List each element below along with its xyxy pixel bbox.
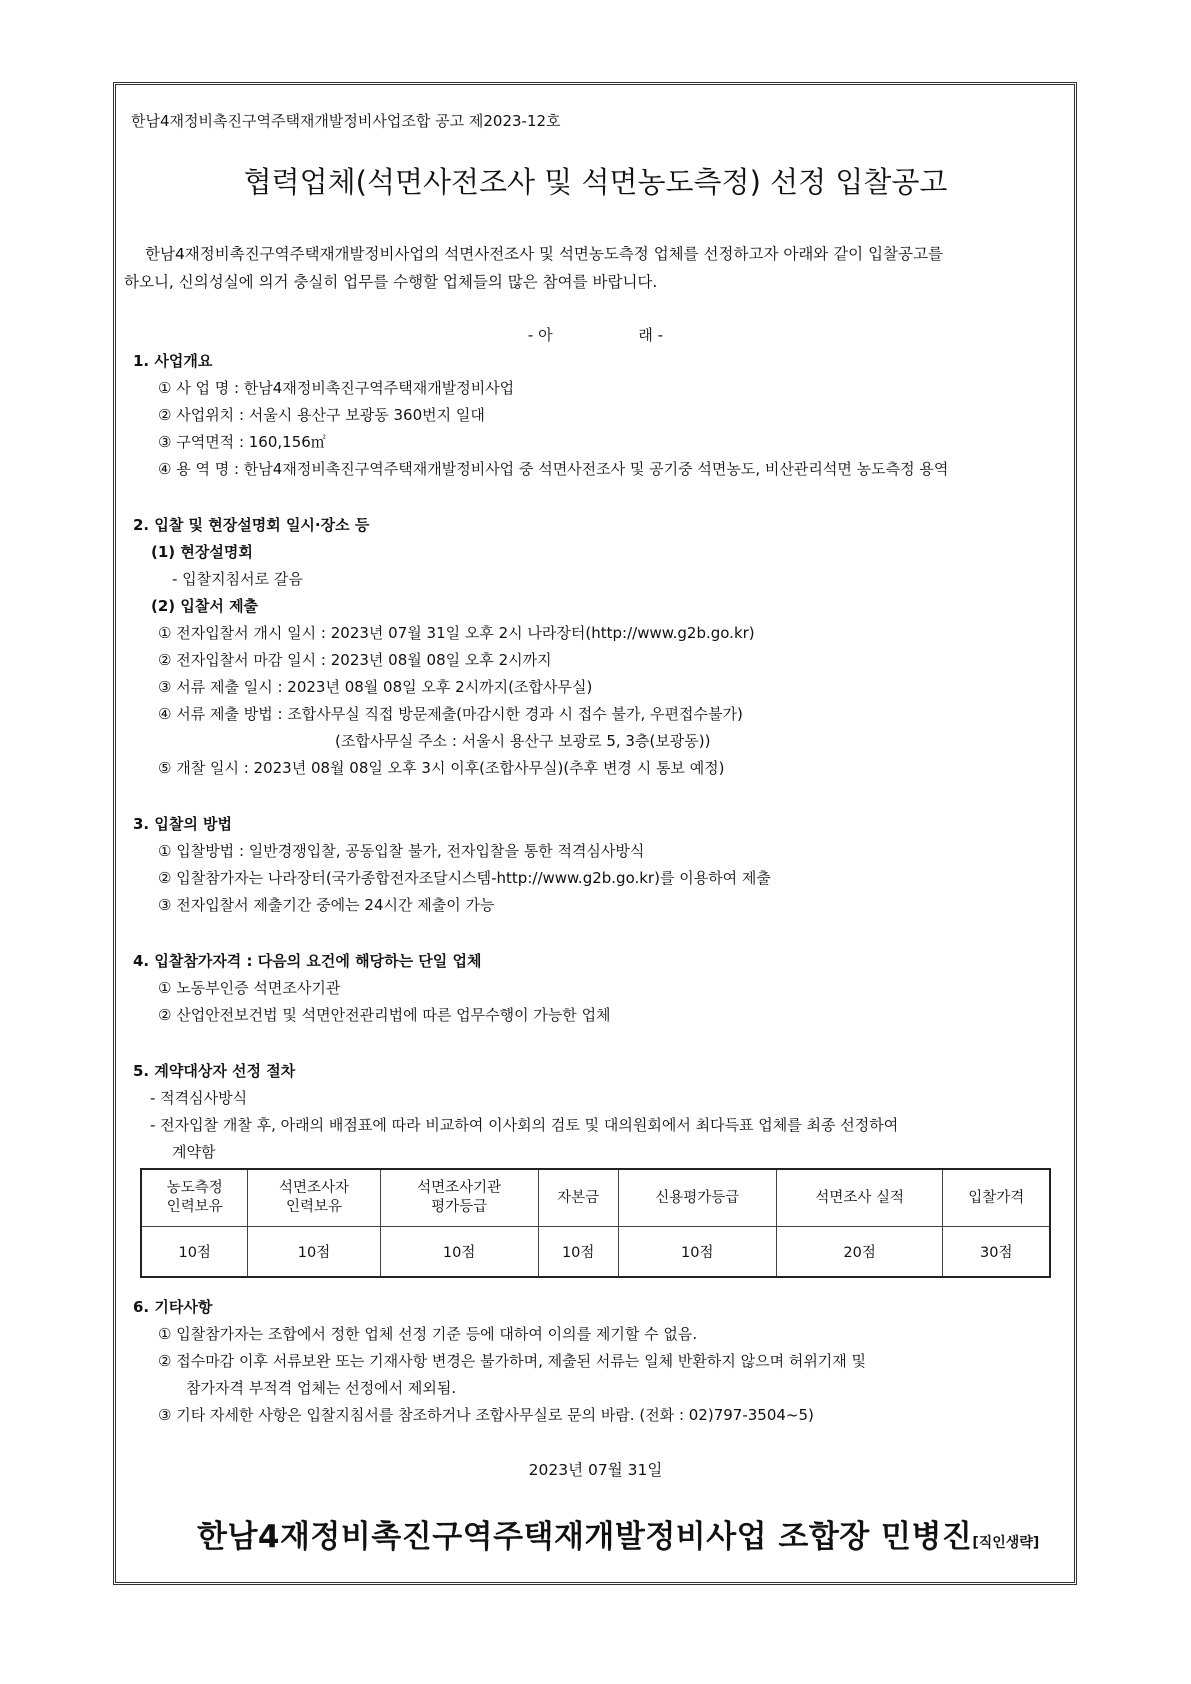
header-line: 자본금 — [557, 1189, 600, 1206]
table-header-cell — [618, 1169, 776, 1227]
subsection-heading: (1) 현장설명회 — [151, 543, 253, 561]
table-row — [141, 1227, 1050, 1278]
list-item: ② 전자입찰서 마감 일시 : 2023년 08월 08일 오후 2시까지 — [158, 651, 552, 669]
list-item: ② 입찰참가자는 나라장터(국가종합전자조달시스템-http://www.g2b.go.kr)를 이용하여 제출 — [158, 869, 771, 887]
list-item: ② 접수마감 이후 서류보완 또는 기재사항 변경은 불가하며, 제출된 서류는 일체 반환하지 않으며 허위기재 및 — [158, 1352, 867, 1370]
list-item: ① 전자입찰서 개시 일시 : 2023년 07월 31일 오후 2시 나라장터(http://www.g2b.go.kr) — [158, 624, 755, 642]
header-line: 인력보유 — [166, 1199, 223, 1215]
header-line: 평가등급 — [431, 1199, 488, 1215]
notice-number: 한남4재정비촉진구역주택재개발정비사업조합 공고 제2023-12호 — [131, 112, 561, 130]
header-line: 신용평가등급 — [655, 1189, 740, 1206]
score-cell: 10점 — [141, 1227, 248, 1278]
section-heading-6: 6. 기타사항 — [133, 1298, 213, 1316]
score-cell: 10점 — [538, 1227, 618, 1278]
list-item: ① 입찰방법 : 일반경쟁입찰, 공동입찰 불가, 전자입찰을 통한 적격심사방식 — [158, 842, 645, 860]
section-heading-1: 1. 사업개요 — [133, 352, 213, 370]
intro-line-1: 한남4재정비촉진구역주택재개발정비사업의 석면사전조사 및 석면농도측정 업체를 선정하고자 아래와 같이 입찰공고를 — [145, 245, 943, 263]
list-item: ⑤ 개찰 일시 : 2023년 08월 08일 오후 3시 이후(조합사무실)(추후 변경 시 통보 예정) — [158, 759, 725, 777]
list-item: - 입찰지침서로 갈음 — [172, 570, 303, 588]
list-item: ② 사업위치 : 서울시 용산구 보광동 360번지 일대 — [158, 406, 485, 424]
list-item: ③ 전자입찰서 제출기간 중에는 24시간 제출이 가능 — [158, 896, 495, 914]
list-item: ② 산업안전보건법 및 석면안전관리법에 따른 업무수행이 가능한 업체 — [158, 1006, 611, 1024]
list-item: ① 입찰참가자는 조합에서 정한 업체 선정 기준 등에 대하여 이의를 제기할 수 없음. — [158, 1325, 698, 1343]
table-header-row — [141, 1169, 1050, 1227]
page-title: 협력업체(석면사전조사 및 석면농도측정) 선정 입찰공고 — [243, 165, 948, 199]
header-line: 석면조사 실적 — [815, 1189, 904, 1206]
table-header-cell — [538, 1169, 618, 1227]
score-cell: 10점 — [380, 1227, 538, 1278]
list-item: - 적격심사방식 — [150, 1089, 248, 1107]
list-item: - 전자입찰 개찰 후, 아래의 배점표에 따라 비교하여 이사회의 검토 및 대의원회에서 최다득표 업체를 최종 선정하여 — [150, 1116, 899, 1134]
intro-line-2: 하오니, 신의성실에 의거 충실히 업무를 수행할 업체들의 많은 참여를 바랍니다. — [124, 273, 658, 291]
list-item-continuation: 계약함 — [172, 1143, 216, 1161]
signature-line — [197, 1511, 1039, 1556]
header-line: 석면조사기관 — [417, 1180, 502, 1196]
score-cell: 30점 — [943, 1227, 1050, 1278]
below-marker: - 아 래 - — [527, 326, 664, 344]
header-line: 입찰가격 — [968, 1189, 1025, 1206]
header-line: 인력보유 — [285, 1199, 343, 1215]
list-item-continuation: (조합사무실 주소 : 서울시 용산구 보광로 5, 3층(보광동)) — [335, 732, 711, 750]
subsection-heading: (2) 입찰서 제출 — [151, 597, 259, 615]
table-header-cell — [776, 1169, 943, 1227]
list-item: ④ 서류 제출 방법 : 조합사무실 직접 방문제출(마감시한 경과 시 접수 불가, 우편접수불가) — [158, 705, 743, 723]
header-line: 석면조사자 — [278, 1180, 350, 1196]
score-cell: 10점 — [248, 1227, 380, 1278]
section-heading-2: 2. 입찰 및 현장설명회 일시·장소 등 — [133, 516, 370, 534]
table-header-cell — [248, 1169, 380, 1227]
list-item: ③ 기타 자세한 사항은 입찰지침서를 참조하거나 조합사무실로 문의 바람. (전화 : 02)797-3504~5) — [158, 1406, 814, 1424]
list-item: ③ 서류 제출 일시 : 2023년 08월 08일 오후 2시까지(조합사무실) — [158, 678, 593, 696]
signatory: 한남4재정비촉진구역주택재개발정비사업 조합장 민병진 — [197, 1519, 973, 1555]
table-header-cell — [380, 1169, 538, 1227]
score-cell: 20점 — [776, 1227, 943, 1278]
list-item-continuation: 참가자격 부적격 업체는 선정에서 제외됨. — [186, 1379, 457, 1397]
header-line: 농도측정 — [166, 1180, 223, 1196]
score-table — [140, 1168, 1051, 1278]
table-header-cell — [943, 1169, 1050, 1227]
table-header-cell — [141, 1169, 248, 1227]
list-item: ① 노동부인증 석면조사기관 — [158, 979, 341, 997]
score-cell: 10점 — [618, 1227, 776, 1278]
seal-note: [직인생략] — [972, 1535, 1040, 1551]
list-item: ③ 구역면적 : 160,156㎡ — [158, 433, 326, 451]
section-heading-5: 5. 계약대상자 선정 절차 — [133, 1062, 296, 1080]
section-heading-3: 3. 입찰의 방법 — [133, 815, 233, 833]
list-item: ① 사 업 명 : 한남4재정비촉진구역주택재개발정비사업 — [158, 379, 515, 397]
issue-date: 2023년 07월 31일 — [528, 1461, 663, 1479]
list-item: ④ 용 역 명 : 한남4재정비촉진구역주택재개발정비사업 중 석면사전조사 및 공기중 석면농도, 비산관리석면 농도측정 용역 — [158, 460, 949, 478]
section-heading-4: 4. 입찰참가자격 : 다음의 요건에 해당하는 단일 업체 — [133, 952, 482, 970]
